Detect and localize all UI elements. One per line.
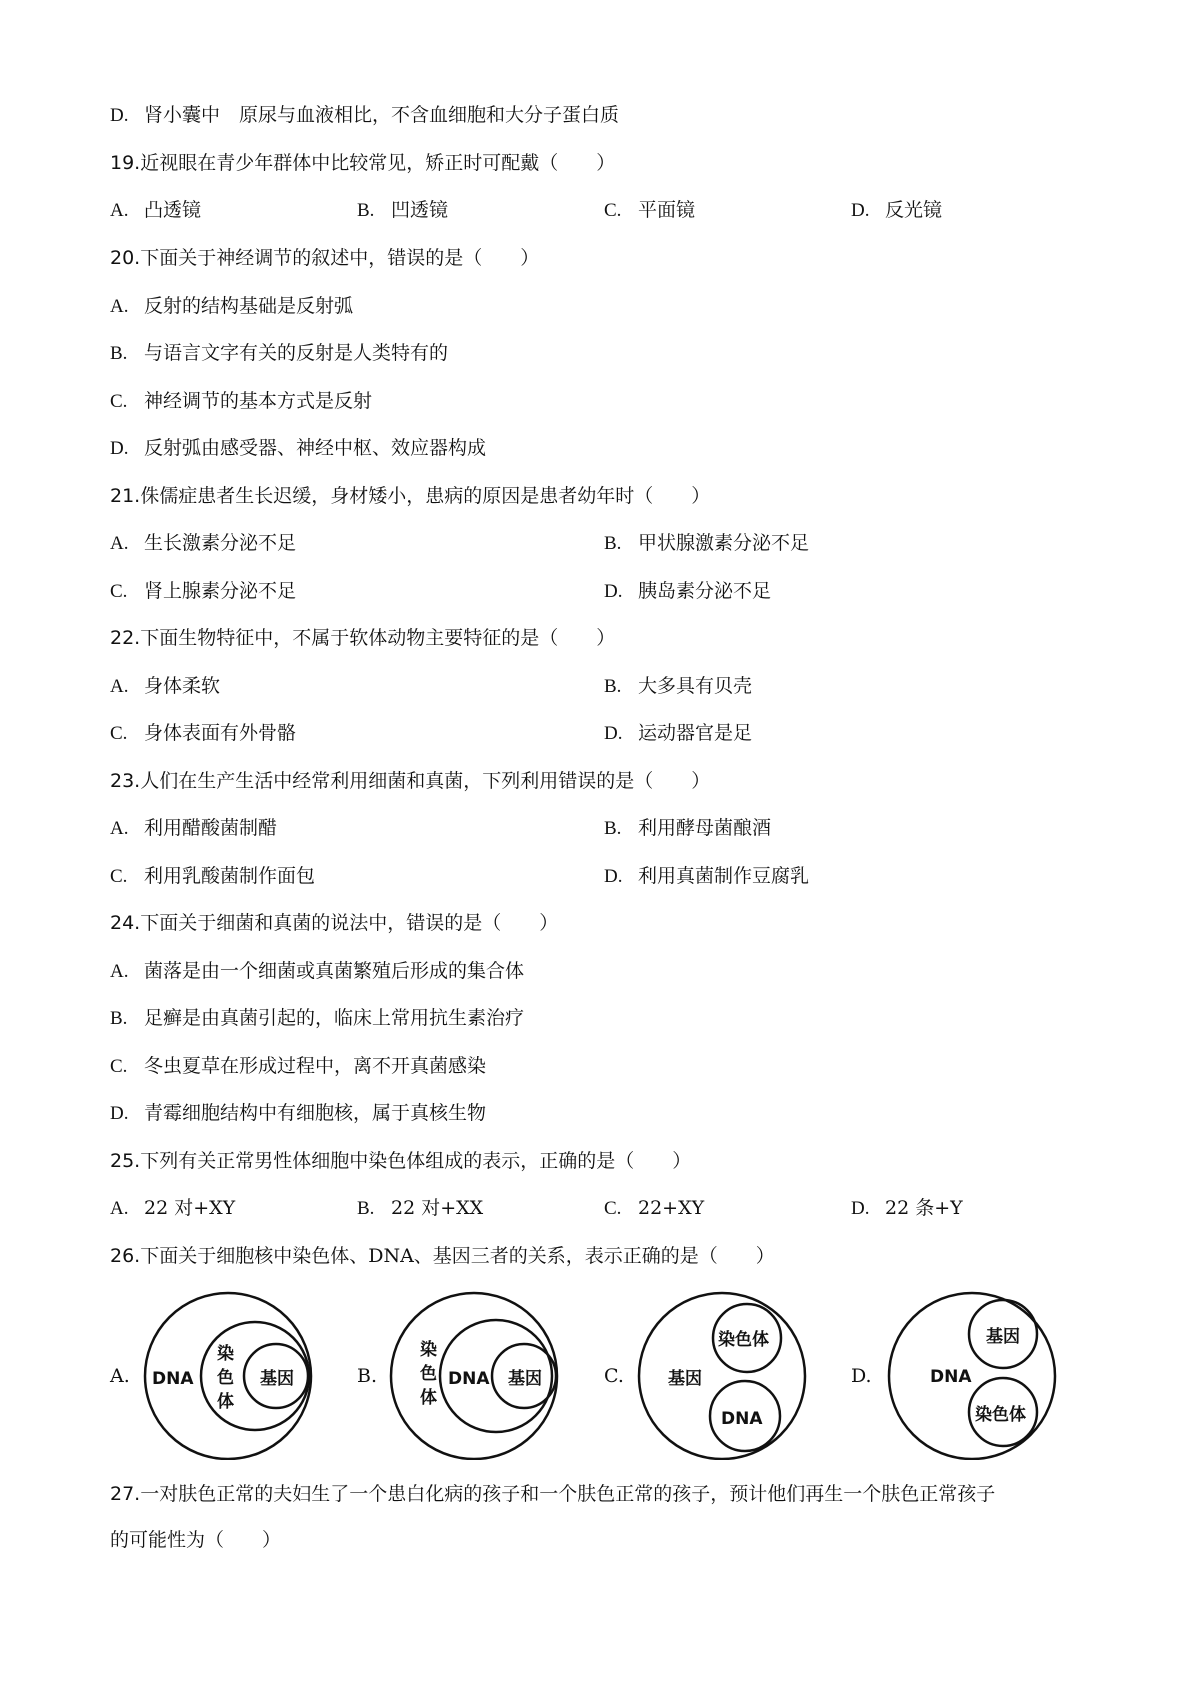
option-text: 胰岛素分泌不足 bbox=[638, 580, 772, 602]
q24-stem bbox=[110, 910, 558, 936]
option-text: 大多具有贝壳 bbox=[638, 675, 753, 697]
q23-stem bbox=[110, 768, 710, 794]
q26-option-b-label: B. bbox=[357, 1365, 378, 1387]
diagram-c-outer-circle bbox=[639, 1293, 805, 1459]
q27-stem-line-1 bbox=[110, 1481, 995, 1507]
option-text: 凹透镜 bbox=[391, 199, 449, 221]
diagram-b-gene-label: 基因 bbox=[508, 1369, 542, 1389]
diagram-b-dna-label: DNA bbox=[448, 1369, 490, 1389]
question-number: 26. bbox=[110, 1245, 141, 1267]
q26-option-a-label: A. bbox=[110, 1365, 130, 1387]
option-label: B. bbox=[110, 343, 128, 364]
q27-stem-line-2: 的可能性为（ ） bbox=[110, 1529, 282, 1551]
q22-option-b bbox=[604, 673, 752, 700]
diagram-b-chr-char-1: 染 bbox=[420, 1340, 437, 1360]
q23-option-d bbox=[604, 863, 809, 890]
option-text: 冬虫夏草在形成过程中，离不开真菌感染 bbox=[144, 1055, 487, 1077]
q20-option-a bbox=[110, 293, 353, 320]
option-label: C. bbox=[604, 200, 622, 221]
option-label: C. bbox=[110, 581, 128, 602]
question-text: 一对肤色正常的夫妇生了一个患白化病的孩子和一个肤色正常的孩子，预计他们再生一个肤色正常孩子 bbox=[140, 1483, 996, 1505]
question-text: 下列有关正常男性体细胞中染色体组成的表示，正确的是（ ） bbox=[140, 1150, 692, 1172]
q21-option-d bbox=[604, 578, 771, 605]
question-text: 下面关于神经调节的叙述中，错误的是（ ） bbox=[140, 247, 540, 269]
q24-option-b bbox=[110, 1005, 524, 1032]
q26-option-c-label: C. bbox=[604, 1365, 624, 1387]
option-label: A. bbox=[110, 676, 129, 697]
option-text: 肾上腺素分泌不足 bbox=[144, 580, 297, 602]
option-label: B. bbox=[604, 533, 622, 554]
q21-option-a bbox=[110, 530, 296, 557]
option-label: B. bbox=[604, 818, 622, 839]
q19-option-a bbox=[110, 197, 201, 224]
option-text: 22 对+XY bbox=[144, 1197, 236, 1219]
option-label: D. bbox=[604, 723, 623, 744]
option-label: A. bbox=[110, 296, 129, 317]
option-text: 生长激素分泌不足 bbox=[144, 532, 297, 554]
option-label: B. bbox=[357, 200, 375, 221]
diagram-c-gene-label: 基因 bbox=[668, 1369, 702, 1389]
q25-option-c bbox=[604, 1195, 704, 1222]
diagram-d-dna-label: DNA bbox=[930, 1367, 972, 1387]
question-text: 下面关于细菌和真菌的说法中，错误的是（ ） bbox=[140, 912, 559, 934]
option-text: 身体表面有外骨骼 bbox=[144, 722, 297, 744]
q23-option-b bbox=[604, 815, 771, 842]
option-text: 利用乳酸菌制作面包 bbox=[144, 865, 316, 887]
q26-stem bbox=[110, 1243, 775, 1269]
option-text: 平面镜 bbox=[638, 199, 696, 221]
q19-option-c bbox=[604, 197, 695, 224]
option-label: D. bbox=[851, 1198, 870, 1219]
option-text: 22 条+Y bbox=[885, 1197, 963, 1219]
question-text: 近视眼在青少年群体中比较常见，矫正时可配戴（ ） bbox=[140, 152, 616, 174]
q21-option-c bbox=[110, 578, 296, 605]
option-text: 神经调节的基本方式是反射 bbox=[144, 390, 373, 412]
question-number: 25. bbox=[110, 1150, 141, 1172]
option-text: 甲状腺激素分泌不足 bbox=[638, 532, 810, 554]
question-number: 23. bbox=[110, 770, 141, 792]
question-number: 19. bbox=[110, 152, 141, 174]
option-text: 运动器官是足 bbox=[638, 722, 753, 744]
option-label: D. bbox=[604, 581, 623, 602]
option-label: D. bbox=[110, 105, 129, 126]
option-label: D. bbox=[604, 866, 623, 887]
diagram-a-chr-char-3: 体 bbox=[217, 1392, 234, 1412]
option-label: A. bbox=[110, 961, 129, 982]
q23-option-a bbox=[110, 815, 277, 842]
diagram-a-dna-label: DNA bbox=[152, 1369, 194, 1389]
option-label: A. bbox=[110, 200, 129, 221]
option-label: A. bbox=[110, 533, 129, 554]
q24-option-c bbox=[110, 1053, 486, 1080]
q20-option-c bbox=[110, 388, 372, 415]
q26-option-d-label: D. bbox=[851, 1365, 872, 1387]
option-text: 足癣是由真菌引起的，临床上常用抗生素治疗 bbox=[144, 1007, 525, 1029]
q18-option-d bbox=[110, 102, 619, 129]
q20-stem bbox=[110, 245, 539, 271]
option-text: 利用醋酸菌制醋 bbox=[144, 817, 278, 839]
option-label: B. bbox=[110, 1008, 128, 1029]
diagram-a-chr-char-2: 色 bbox=[217, 1368, 234, 1388]
q23-option-c bbox=[110, 863, 315, 890]
q22-stem bbox=[110, 625, 615, 651]
option-label: D. bbox=[110, 1103, 129, 1124]
q22-option-d bbox=[604, 720, 752, 747]
diagram-a-chr-char-1: 染 bbox=[217, 1344, 234, 1364]
q20-option-b bbox=[110, 340, 448, 367]
option-text: 22+XY bbox=[638, 1197, 705, 1219]
question-text: 下面生物特征中，不属于软体动物主要特征的是（ ） bbox=[140, 627, 616, 649]
q21-stem bbox=[110, 483, 710, 509]
option-label: C. bbox=[110, 391, 128, 412]
diagram-d-chromosome-label: 染色体 bbox=[975, 1405, 1026, 1425]
question-number: 27. bbox=[110, 1483, 141, 1505]
option-text: 身体柔软 bbox=[144, 675, 221, 697]
q25-option-d bbox=[851, 1195, 963, 1222]
option-label: B. bbox=[357, 1198, 375, 1219]
q25-stem bbox=[110, 1148, 691, 1174]
q21-option-b bbox=[604, 530, 809, 557]
q25-option-b bbox=[357, 1195, 483, 1222]
question-number: 24. bbox=[110, 912, 141, 934]
option-label: C. bbox=[110, 866, 128, 887]
option-text: 利用真菌制作豆腐乳 bbox=[638, 865, 810, 887]
q19-option-b bbox=[357, 197, 448, 224]
diagram-d-gene-label: 基因 bbox=[986, 1327, 1020, 1347]
option-text: 利用酵母菌酿酒 bbox=[638, 817, 772, 839]
q26-diagrams bbox=[0, 1290, 1200, 1460]
option-label: D. bbox=[110, 438, 129, 459]
diagram-b-chr-char-2: 色 bbox=[420, 1364, 437, 1384]
option-label: A. bbox=[110, 1198, 129, 1219]
diagram-c-dna-label: DNA bbox=[721, 1409, 763, 1429]
option-text: 22 对+XX bbox=[391, 1197, 484, 1219]
option-text: 与语言文字有关的反射是人类特有的 bbox=[144, 342, 449, 364]
q22-option-a bbox=[110, 673, 220, 700]
question-number: 22. bbox=[110, 627, 141, 649]
q25-option-a bbox=[110, 1195, 235, 1222]
option-text: 肾小囊中 原尿与血液相比，不含血细胞和大分子蛋白质 bbox=[144, 104, 620, 126]
diagram-c-chromosome-label: 染色体 bbox=[718, 1330, 769, 1350]
question-number: 20. bbox=[110, 247, 141, 269]
option-text: 反射弧由感受器、神经中枢、效应器构成 bbox=[144, 437, 487, 459]
option-label: C. bbox=[110, 723, 128, 744]
option-text: 反射的结构基础是反射弧 bbox=[144, 295, 354, 317]
question-text: 侏儒症患者生长迟缓，身材矮小，患病的原因是患者幼年时（ ） bbox=[140, 485, 711, 507]
diagram-d bbox=[889, 1293, 1055, 1459]
question-text: 下面关于细胞核中染色体、DNA、基因三者的关系，表示正确的是（ ） bbox=[140, 1245, 775, 1267]
option-label: C. bbox=[604, 1198, 622, 1219]
option-text: 反光镜 bbox=[885, 199, 943, 221]
diagram-b-chr-char-3: 体 bbox=[420, 1388, 437, 1408]
option-label: B. bbox=[604, 676, 622, 697]
option-text: 青霉细胞结构中有细胞核，属于真核生物 bbox=[144, 1102, 487, 1124]
diagram-c bbox=[639, 1293, 805, 1459]
option-label: A. bbox=[110, 818, 129, 839]
option-label: D. bbox=[851, 200, 870, 221]
q19-stem bbox=[110, 150, 615, 176]
q24-option-d bbox=[110, 1100, 486, 1127]
question-number: 21. bbox=[110, 485, 141, 507]
q19-option-d bbox=[851, 197, 942, 224]
diagram-a-gene-label: 基因 bbox=[260, 1369, 294, 1389]
q22-option-c bbox=[110, 720, 296, 747]
option-label: C. bbox=[110, 1056, 128, 1077]
q24-option-a bbox=[110, 958, 524, 985]
option-text: 凸透镜 bbox=[144, 199, 202, 221]
q20-option-d bbox=[110, 435, 486, 462]
question-text: 人们在生产生活中经常利用细菌和真菌，下列利用错误的是（ ） bbox=[140, 770, 711, 792]
option-text: 菌落是由一个细菌或真菌繁殖后形成的集合体 bbox=[144, 960, 525, 982]
